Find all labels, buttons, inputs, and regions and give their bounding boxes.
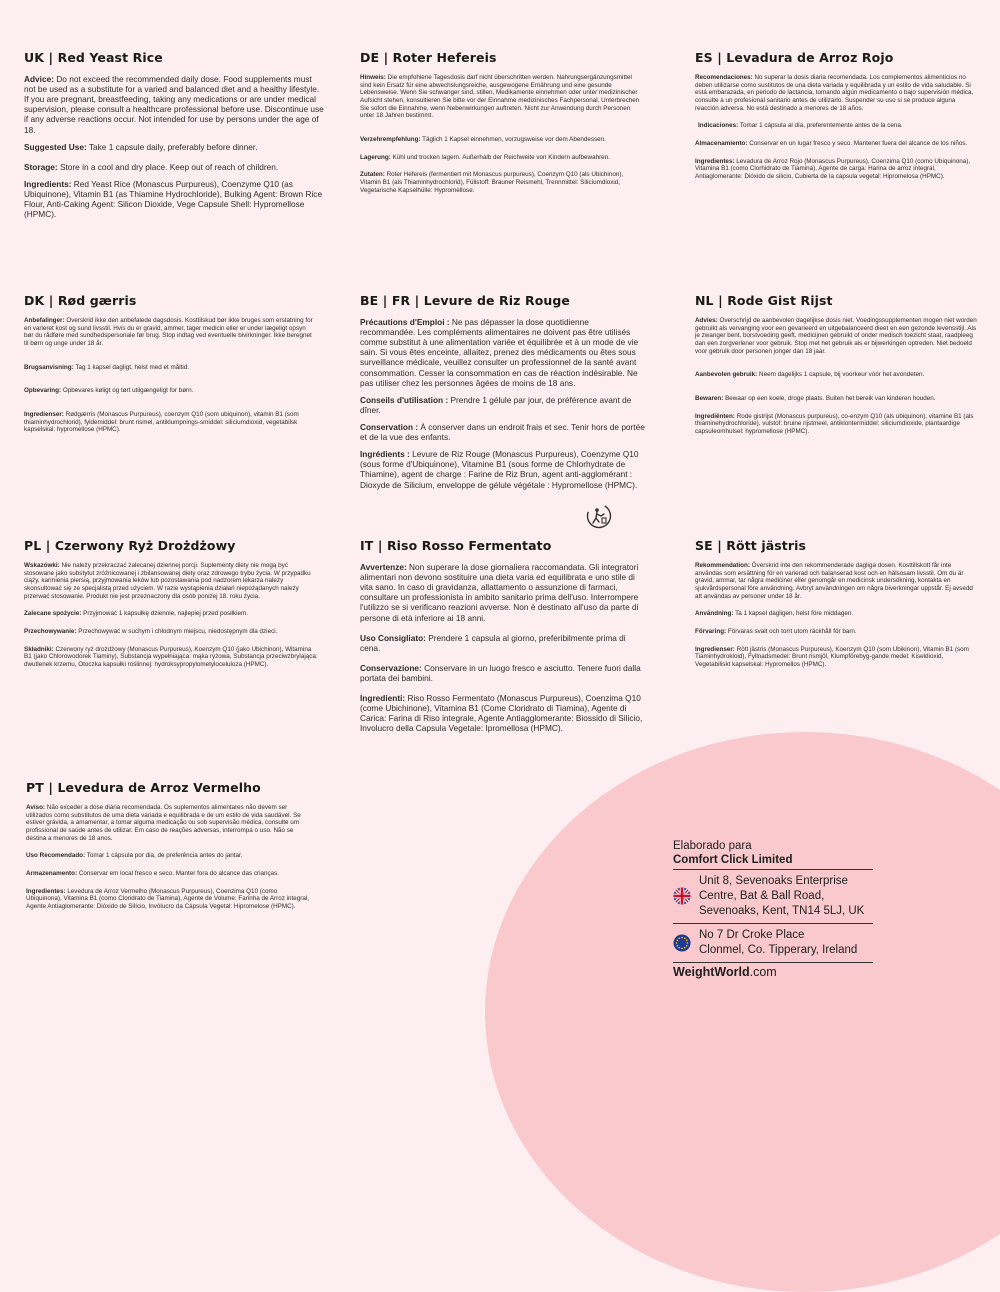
section-title: IT | Riso Rosso Fermentato: [360, 538, 552, 553]
use-paragraph: Suggested Use: Take 1 capsule daily, preferably before dinner.: [24, 141, 258, 152]
eu-flag-icon: [673, 934, 691, 952]
use-paragraph: Aanbevolen gebruik: Neem dagelijks 1 capsule, bij voorkeur vóór het avondeten.: [695, 371, 925, 379]
section-title: NL | Rode Gist Rijst: [695, 293, 833, 308]
address-line: Sevenoaks, Kent, TN14 5LJ, UK: [699, 904, 865, 917]
use-paragraph: Användning: Ta 1 kapsel dagligen, helst före middagen.: [695, 610, 854, 618]
section-title: DE | Roter Hefereis: [360, 50, 497, 65]
ingredients-paragraph: Ingredientes: Levadura de Arroz Rojo (Monascus Purpureus), Coenzima Q10 (como Ubiquinona), Vitamina B1 (como Clorhidrato de Tiamina), Agente de carga: Harina de arroz integral, Antiaglomerante: Dióxido de silicio, Cubierta de la cápsula vegetal: Hipromelosa (HPMC).: [695, 157, 971, 181]
ingredients-paragraph: Ingredients: Red Yeast Rice (Monascus Purpureus), Coenzyme Q10 (as Ubiquinone), Vitamin B1 (as Thiamine Hydrochloride), Bulking Agent: Brown Rice Flour, Anti-Caking Agent: Silicon Dioxide, Vege Capsule Shell: Hypromellose (HPMC).: [24, 178, 323, 220]
section-pt: [26, 780, 311, 918]
ie-address: [673, 924, 873, 963]
use-paragraph: Uso Consigliato: Prendere 1 capsula al giorno, preferibilmente prima di cena.: [360, 632, 626, 653]
storage-paragraph: Almacenamiento: Conservar en un lugar fresco y seco. Mantener fuera del alcance de los niños.: [695, 140, 968, 148]
use-paragraph: Indicaciones: Tomar 1 cápsula al día, preferentemente antes de la cena.: [698, 122, 903, 130]
section-nl: [695, 293, 980, 443]
uk-flag-icon: [673, 887, 691, 905]
use-paragraph: Zalecane spożycie: Przyjmować 1 kapsułkę dziennie, najlepiej przed posiłkiem.: [24, 610, 249, 618]
storage-paragraph: Förvaring: Förvaras svalt och torrt utom räckhåll för barn.: [695, 628, 857, 636]
address-line: No 7 Dr Croke Place: [699, 928, 805, 941]
section-title: BE | FR | Levure de Riz Rouge: [360, 293, 571, 308]
ingredients-paragraph: Ingredienser: Rött jästris (Monascus Purpureus), Koenzym Q10 (som Ubikinon), Vitamin B1 (som Tiaminhydrokloid), Fyllnadsmedel: Brunt rismjöl, Klumpförebyg-gande medel: Kiseldioxid, Vegetabiliskt kapselskal: Hypromellos (HPMC).: [695, 645, 969, 669]
use-paragraph: Uso Recomendado: Tomar 1 cápsula por dia, de preferência antes do jantar.: [26, 852, 243, 860]
section-title: ES | Levadura de Arroz Rojo: [695, 50, 894, 65]
ingredients-paragraph: Ingredienti: Riso Rosso Fermentato (Monascus Purpureus), Coenzima Q10 (come Ubichinone), Vitamina B1 (Come Cloridrato di Tiamina), Agente di Carica: Farina di Riso integrale, Agente Antiagglomerante: Biossido di Silicio, Involucro della Capsula Vegetale: Ipromellosa (HPMC).: [360, 693, 643, 734]
storage-paragraph: Bewaren: Bewaar op een koele, droge plaats. Buiten het bereik van kinderen houden.: [695, 395, 936, 403]
section-it: [360, 538, 645, 741]
ingredients-paragraph: Ingrédients : Levure de Riz Rouge (Monascus Purpureus), Coenzyme Q10 (sous forme d'Ubiquinone), Vitamine B1 (sous forme de Chlorhydrate de Thiamine), agent de charge : Farine de Riz Brun, agent anti-agglomérant : Dioxyde de Silicium, enveloppe de gélule végétale : Hypromellose (HPMC).: [360, 449, 639, 490]
advice-paragraph: Advice: Do not exceed the recommended daily dose. Food supplements must not be used as a substitute for a varied and balanced diet and a healthy lifestyle. If you are pregnant, breastfeeding, taking any medications or are under medical supervision, please consult a healthcare professional before use. Discontinue use if any adverse reactions occur. Not intended for use by persons under the age of 18.: [24, 74, 324, 135]
address-line: Unit 8, Sevenoaks Enterprise: [699, 875, 848, 887]
storage-paragraph: Lagerung: Kühl und trocken lagern. Außerhalb der Reichweite von Kindern aufbewahren.: [360, 153, 610, 161]
address-line: Centre, Bat & Ball Road,: [699, 889, 825, 902]
ingredients-paragraph: Ingrediënten: Rode gistrijst (Monascus purpureus), co-enzym Q10 (als ubiquinon), vitamine B1 (als thiaminehydrochloride), vulstof: bruine rijstmeel, antiklontermiddel: siliciumdioxide, plantaardige capsuleomhulsel: hypromellose (HPMC).: [695, 412, 974, 436]
pink-circle-background: [485, 732, 1000, 1292]
advice-paragraph: Recomendaciones: No superar la dosis diaria recomendada. Los complementos alimenticios no deben utilizarse como sustitutos de una dieta variada y equilibrada y un estilo de vida saludable. Si está embarazada, en periodo de lactancia, tomando algún medicamento o bajo supervisión médica, consulte a un profesional sanitario antes de utilizarlo. Suspender su uso si se produce alguna reacción adversa. No está destinado a menores de 18 años.: [695, 74, 974, 112]
advice-paragraph: Anbefalinger: Overskrid ikke den anbefalede dagsdosis. Kosttilskud bør ikke bruges som erstatning for en varieret kost og sund livsstil. Hvis du er gravid, ammer, tager medicin eller er under lægeligt opsyn bør du rådføre med sundhedspersonale før brug. Stop indtag ved eventuelle bivirkninger. Ikke beregnet til børn og unge under 18 år.: [24, 317, 313, 348]
storage-paragraph: Storage: Store in a cool and dry place. Keep out of reach of children.: [24, 161, 279, 172]
use-paragraph: Brugsanvisning: Tag 1 kapsel dagligt, helst med et måltid.: [24, 363, 190, 371]
use-paragraph: Verzehrempfehlung: Täglich 1 Kapsel einnehmen, vorzugsweise vor dem Abendessen.: [360, 136, 606, 144]
storage-paragraph: Przechowywanie: Przechowywać w suchym i chłodnym miejscu, niedostępnym dla dzieci.: [24, 628, 278, 636]
advice-paragraph: Aviso: Não exceder a dose diária recomendada. Os suplementos alimentares não devem ser utilizados como substitutos de uma dieta variada e equilibrada e de um estilo de vida saudável. Se estiver grávida, a amamentar, a tomar alguma medicação ou sob supervisão médica, consulte um profissional de saúde antes de utilizar. Em caso de reações adversas, interrompa o uso. Não se destina a menores de 18 anos.: [26, 804, 301, 842]
company-name: Comfort Click Limited: [673, 854, 873, 870]
manufacturer-block: [673, 840, 873, 979]
section-pl: [24, 538, 319, 676]
advice-paragraph: Rekommendation: Överskrid inte den rekommenderade dagliga dosen. Kosttillskott får inte användas som ersättning för en varierad och balanserad kost och en hälsosam livsstil. Om du är gravid, ammar, tar några mediciner eller genomgår en medicinsk undersökning, kontakta en sjukvårdspersonal före användning. Avbryt användningen om några biverkningar uppstår. Ej avsedd att användas av personer under 18 år.: [695, 562, 973, 600]
advice-paragraph: Advies: Overschrijd de aanbevolen dagelijkse dosis niet. Voedingssupplementen mogen niet worden gebruikt als vervanging voor een gevarieerd en uitgebalanceerd dieet en een gezonde levensstijl. Als je zwanger bent, borstvoeding geeft, medicijnen gebruikt of onder medisch toezicht staat, raadpleeg dan een zorgverlener voor gebruik. Stop met het gebruik als er bijwerkingen optreden. Niet bedoeld voor gebruik door personen jonger dan 18 jaar.: [695, 317, 977, 355]
recycling-person-icon: [586, 503, 612, 529]
advice-paragraph: Précautions d'Emploi : Ne pas dépasser la dose quotidienne recommandée. Les compléments alimentaires ne doivent pas être utilisés comme substitut à une alimentation variée et équilibrée et à un mode de vie sain. Si vous êtes enceinte, allaitez, prenez des médicaments ou êtes sous surveillance médicale, veuillez consulter un professionnel de la santé avant consommation. Cesser la consommation en cas de réaction indésirable. Ne pas utiliser chez les personnes âgées de moins de 18 ans.: [360, 317, 639, 388]
brand-website: WeightWorld.com: [673, 964, 777, 979]
uk-address: [673, 870, 873, 924]
section-title: SE | Rött jästris: [695, 538, 807, 553]
ingredients-paragraph: Ingredientes: Levedura de Arroz Vermelho (Monascus Purpureus), Coenzima Q10 (como Ubiquinona), Vitamina B1 (como Cloridrato de Tiamina), Agente de Volume: Farinha de Arroz integral, Agente Antiaglomerante: Dióxido de Silício, Invólucro da Cápsula Vegetal: Hipromelose (HPMC).: [26, 887, 310, 911]
advice-paragraph: Hinweis: Die empfohlene Tagesdosis darf nicht überschritten werden. Nahrungsergänzungsmittel sind kein Ersatz für eine abwechslungsreiche, ausgewogene Ernährung und eine gesunde Lebensweise. Wenn Sie schwanger sind, stillen, Medikamente einnehmen oder unter medizinischer Aufsicht stehen, konsultieren Sie bitte vor der Einnahme medizinisches Fachpersonal. Unterbrechen Sie sofort die Einnahme, wenn Nebenwirkungen auftreten. Nicht zur Anwendung durch Personen unter 18 Jahren bestimmt.: [360, 74, 640, 120]
ingredients-paragraph: Ingredienser: Rødgærris (Monascus Purpureus), coenzym Q10 (som ubiquinon), vitamin B1 (som thiaminhydrochlorid), fyldemiddel: brunt rismel, antiklumpnings-smiddel: siliciumdioxid, vegetabilsk kapselskal: hypromellose (HPMC).: [24, 411, 299, 434]
section-title: DK | Rød gærris: [24, 293, 137, 308]
advice-paragraph: Avvertenze: Non superare la dose giornaliera raccomandata. Gli integratori alimentari non devono sostituire una dieta varia ed equilibrata e uno stile di vita sano. In caso di gravidanza, allattamento o assunzione di farmaci, consultare un professionista in ambito sanitario prima dell'uso. Interrompere l'utilizzo se si verificano reazioni avverse. Non è destinato all'uso da parte di persone di età inferiore ai 18 anni.: [360, 562, 639, 623]
storage-paragraph: Conservazione: Conservare in un luogo fresco e asciutto. Tenere fuori dalla portata dei bambini.: [360, 662, 641, 683]
storage-paragraph: Armazenamento: Conservar em local fresco e seco. Manter fora do alcance das crianças.: [26, 870, 280, 878]
section-be-fr: [360, 293, 645, 497]
ingredients-paragraph: Zutaten: Roter Hefereis (fermentiert mit Monascus purpureus), Coenzym Q10 (als Ubichinon), Vitamin B1 (als Thiaminhydrochlorid), Füllstoff: Brauner Reismehl, Trennmittel: Siliciumdioxid, Vegetarische Kapselhülle: Hypromellose.: [360, 171, 624, 194]
section-es: [695, 50, 980, 188]
section-uk: [24, 50, 324, 226]
ingredients-paragraph: Składniki: Czerwony ryż drożdżowy (Monascus Purpureus), Koenzym Q10 (jako Ubichinon), Witamina B1 (jako Chlorowodorek Tiaminy), Substancja wypełniająca: mąka ryżowa, Substancja przeciwzbrylająca: dwutlenek krzemu, Otoczka kapsułki roślinnej: hydroksypropylometyloceluloza (HPMC).: [24, 645, 318, 669]
section-title: UK | Red Yeast Rice: [24, 50, 163, 65]
manufacturer-prefix: Elaborado para: [673, 840, 752, 852]
section-title: PL | Czerwony Ryż Drożdżowy: [24, 538, 236, 553]
section-se: [695, 538, 980, 676]
storage-paragraph: Conservation : À conserver dans un endroit frais et sec. Tenir hors de portée et de la vue des enfants.: [360, 421, 645, 443]
advice-paragraph: Wskazówki: Nie należy przekraczać zalecanej dziennej porcji. Suplementy diety nie mogą być stosowane jako substytut zróżnicowanej i zbilansowanej diety oraz zdrowego trybu życia. W przypadku ciąży, karmienia piersią, przyjmowania leków lub pozostawania pod nadzorem lekarza należy skonsultować się ze specjalistą przed użyciem. W razie wystąpienia działań niepożądanych należy przerwać stosowanie. Produkt nie jest przeznaczony dla osób poniżej 18. roku życia.: [24, 562, 311, 600]
section-title: PT | Levedura de Arroz Vermelho: [26, 780, 261, 795]
section-dk: [24, 293, 314, 441]
use-paragraph: Conseils d'utilisation : Prendre 1 gélule par jour, de préférence avant de dîner.: [360, 394, 632, 415]
storage-paragraph: Opbevaring: Opbevares køligt og tørt utilgængeligt for børn.: [24, 387, 194, 395]
section-de: [360, 50, 645, 201]
address-line: Clonmel, Co. Tipperary, Ireland: [699, 943, 858, 956]
